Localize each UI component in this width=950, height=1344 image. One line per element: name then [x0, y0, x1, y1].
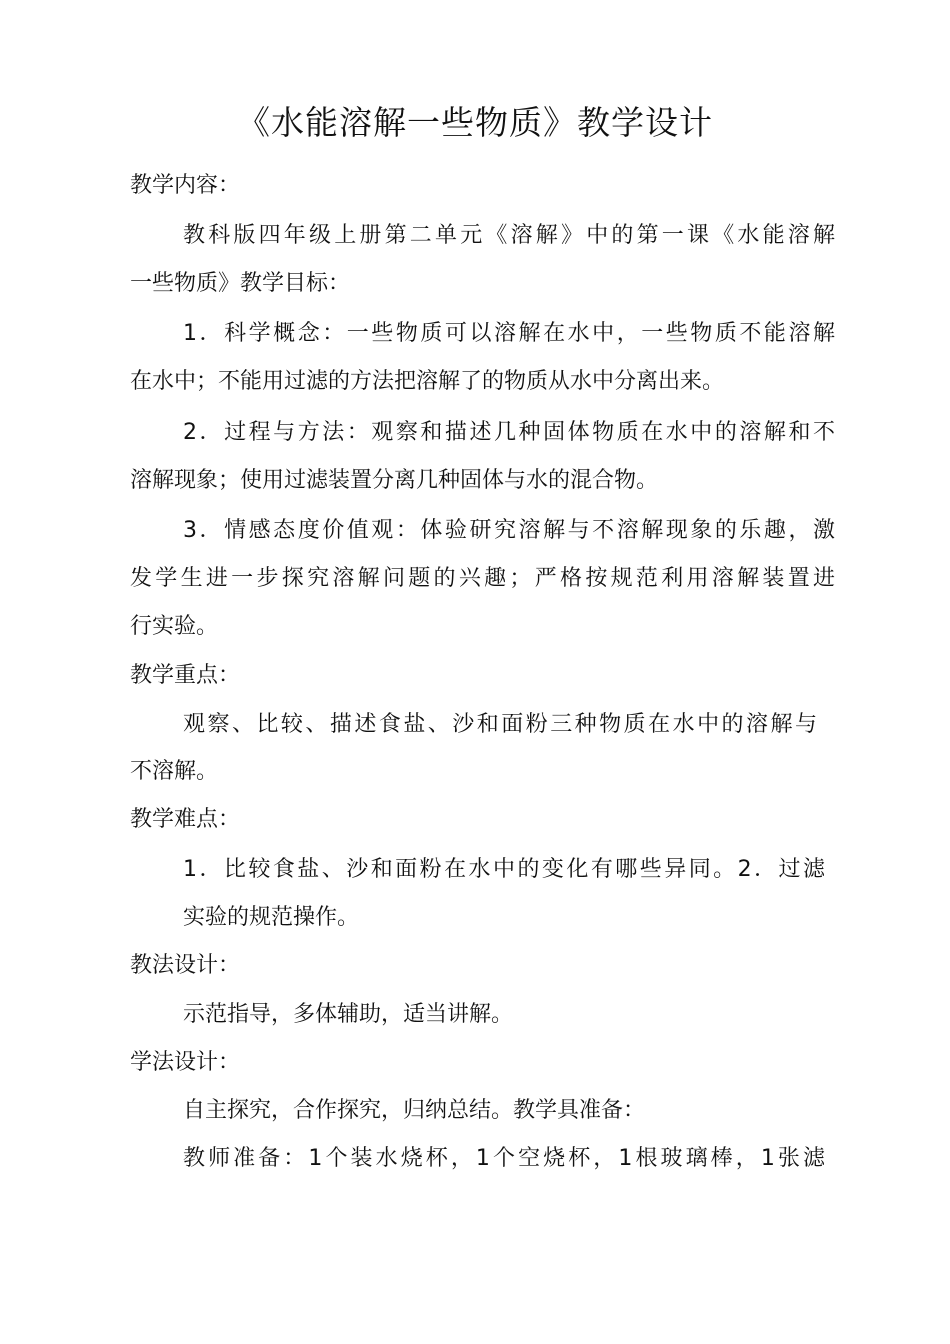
objective-3-line: 3．情感态度价值观：体验研究溶解与不溶解现象的乐趣，激: [183, 518, 835, 543]
paragraph-line: 一些物质》教学目标：: [130, 271, 351, 296]
document-title: 《水能溶解一些物质》教学设计: [237, 103, 713, 142]
learning-method-line: 自主探究，合作探究，归纳总结。教学具准备：: [183, 1098, 646, 1123]
objective-1-line: 1．科学概念：一些物质可以溶解在水中，一些物质不能溶解: [183, 321, 835, 346]
section-heading-content: 教学内容：: [130, 173, 241, 198]
objective-1-line: 在水中；不能用过滤的方法把溶解了的物质从水中分离出来。: [130, 369, 725, 394]
objective-2-line: 溶解现象；使用过滤装置分离几种固体与水的混合物。: [130, 468, 659, 493]
section-heading-key-points: 教学重点：: [130, 663, 241, 688]
objective-3-line: 发学生进一步探究溶解问题的兴趣；严格按规范利用溶解装置进: [130, 566, 835, 591]
difficulties-line: 实验的规范操作。: [183, 905, 360, 930]
learning-method-line: 教师准备：1个装水烧杯，1个空烧杯，1根玻璃棒，1张滤: [183, 1146, 825, 1171]
paragraph-line: 教科版四年级上册第二单元《溶解》中的第一课《水能溶解: [183, 223, 835, 248]
section-heading-learning-method: 学法设计：: [130, 1050, 241, 1075]
key-points-line: 不溶解。: [130, 759, 219, 784]
difficulties-line: 1．比较食盐、沙和面粉在水中的变化有哪些异同。2．过滤: [183, 857, 825, 882]
key-points-line: 观察、比较、描述食盐、沙和面粉三种物质在水中的溶解与: [183, 712, 817, 737]
section-heading-difficulties: 教学难点：: [130, 807, 241, 832]
objective-3-line: 行实验。: [130, 614, 219, 639]
section-heading-teaching-method: 教法设计：: [130, 953, 241, 978]
objective-2-line: 2．过程与方法：观察和描述几种固体物质在水中的溶解和不: [183, 420, 835, 445]
teaching-method-line: 示范指导，多体辅助，适当讲解。: [183, 1002, 514, 1027]
